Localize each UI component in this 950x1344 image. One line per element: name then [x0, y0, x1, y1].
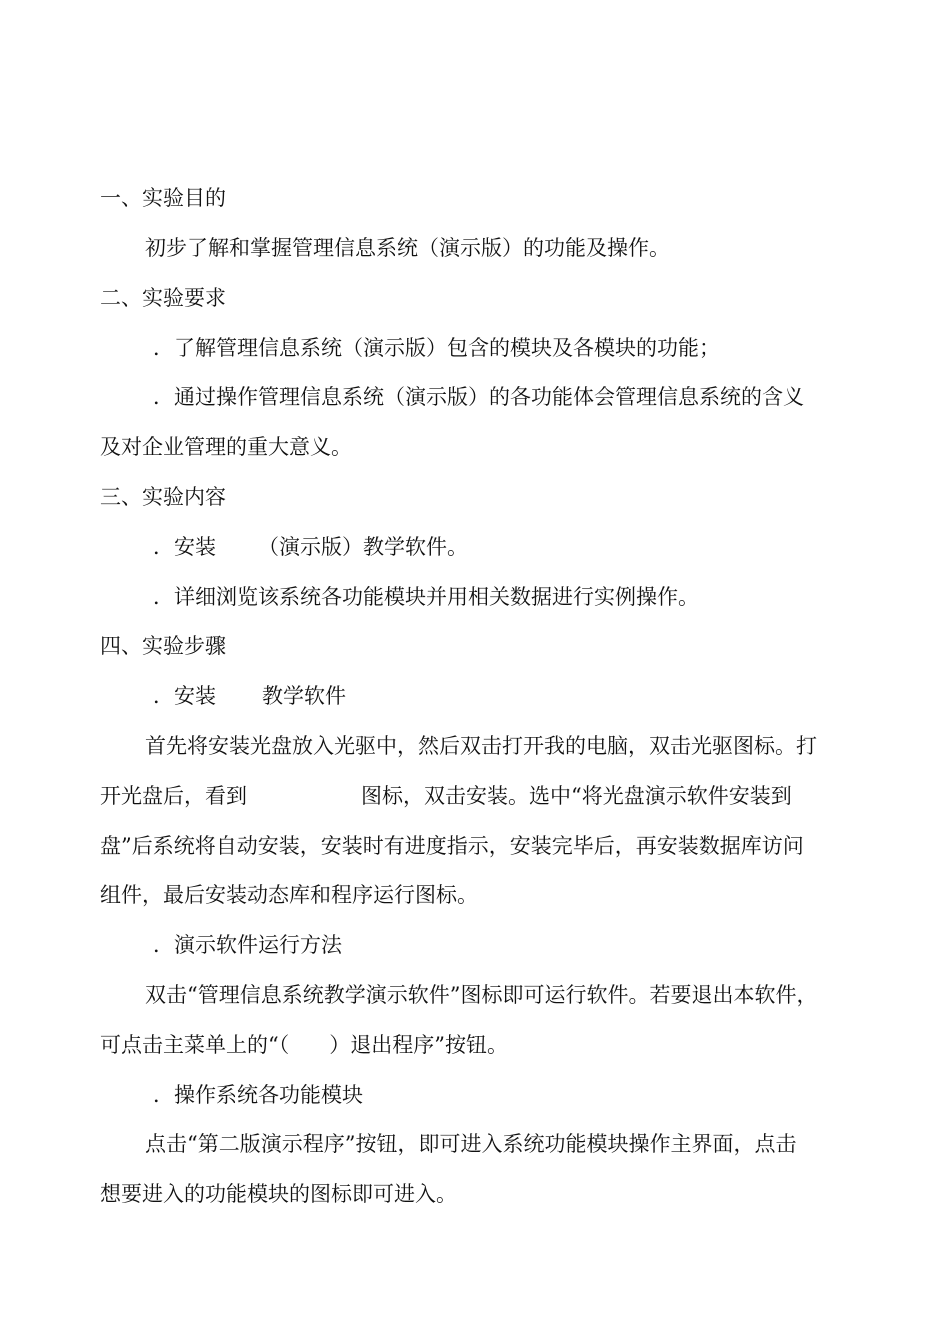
content-item-1-part-b: （演示版）教学软件。 — [258, 535, 468, 559]
install-paragraph-line-1: 首先将安装光盘放入光驱中，然后双击打开我的电脑，双击光驱图标。打 — [145, 734, 817, 758]
install-paragraph-line-4: 组件，最后安装动态库和程序运行图标。 — [100, 883, 478, 907]
run-line-2-part-b: ）退出程序”按钮。 — [329, 1033, 508, 1057]
install-line-2-part-b: 图标，双击安装。选中“将光盘演示软件安装到 — [361, 784, 792, 808]
content-item-1-part-a: ．安装 — [153, 535, 216, 559]
install-paragraph-line-2 — [100, 781, 792, 811]
content-item-2: ．详细浏览该系统各功能模块并用相关数据进行实例操作。 — [153, 585, 699, 609]
purpose-paragraph: 初步了解和掌握管理信息系统（演示版）的功能及操作。 — [145, 236, 670, 260]
section-heading-steps: 四、实验步骤 — [100, 634, 226, 658]
install-line-2-part-a: 开光盘后，看到 — [100, 784, 247, 808]
requirement-item-1: ．了解管理信息系统（演示版）包含的模块及各模块的功能； — [153, 336, 720, 360]
run-paragraph-line-2 — [100, 1030, 508, 1060]
section-heading-content: 三、实验内容 — [100, 485, 226, 509]
step-1-part-b: 教学软件 — [262, 684, 346, 708]
content-item-1 — [153, 532, 468, 562]
modules-paragraph-line-2: 想要进入的功能模块的图标即可进入。 — [100, 1182, 457, 1206]
section-heading-requirements: 二、实验要求 — [100, 286, 226, 310]
run-paragraph-line-1: 双击“管理信息系统教学演示软件”图标即可运行软件。若要退出本软件， — [145, 983, 818, 1007]
requirement-item-2: ．通过操作管理信息系统（演示版）的各功能体会管理信息系统的含义 — [153, 385, 804, 409]
run-line-2-part-a: 可点击主菜单上的“（ — [100, 1033, 290, 1057]
modules-paragraph-line-1: 点击“第二版演示程序”按钮，即可进入系统功能模块操作主界面，点击 — [145, 1132, 797, 1156]
step-3-heading: ．操作系统各功能模块 — [153, 1083, 363, 1107]
step-2-heading: ．演示软件运行方法 — [153, 933, 342, 957]
step-1-part-a: ．安装 — [153, 684, 216, 708]
install-paragraph-line-3: 盘”后系统将自动安装，安装时有进度指示，安装完毕后，再安装数据库访问 — [100, 834, 804, 858]
step-1-heading — [153, 681, 346, 711]
requirement-item-2-continued: 及对企业管理的重大意义。 — [100, 435, 352, 459]
section-heading-purpose: 一、实验目的 — [100, 186, 226, 210]
